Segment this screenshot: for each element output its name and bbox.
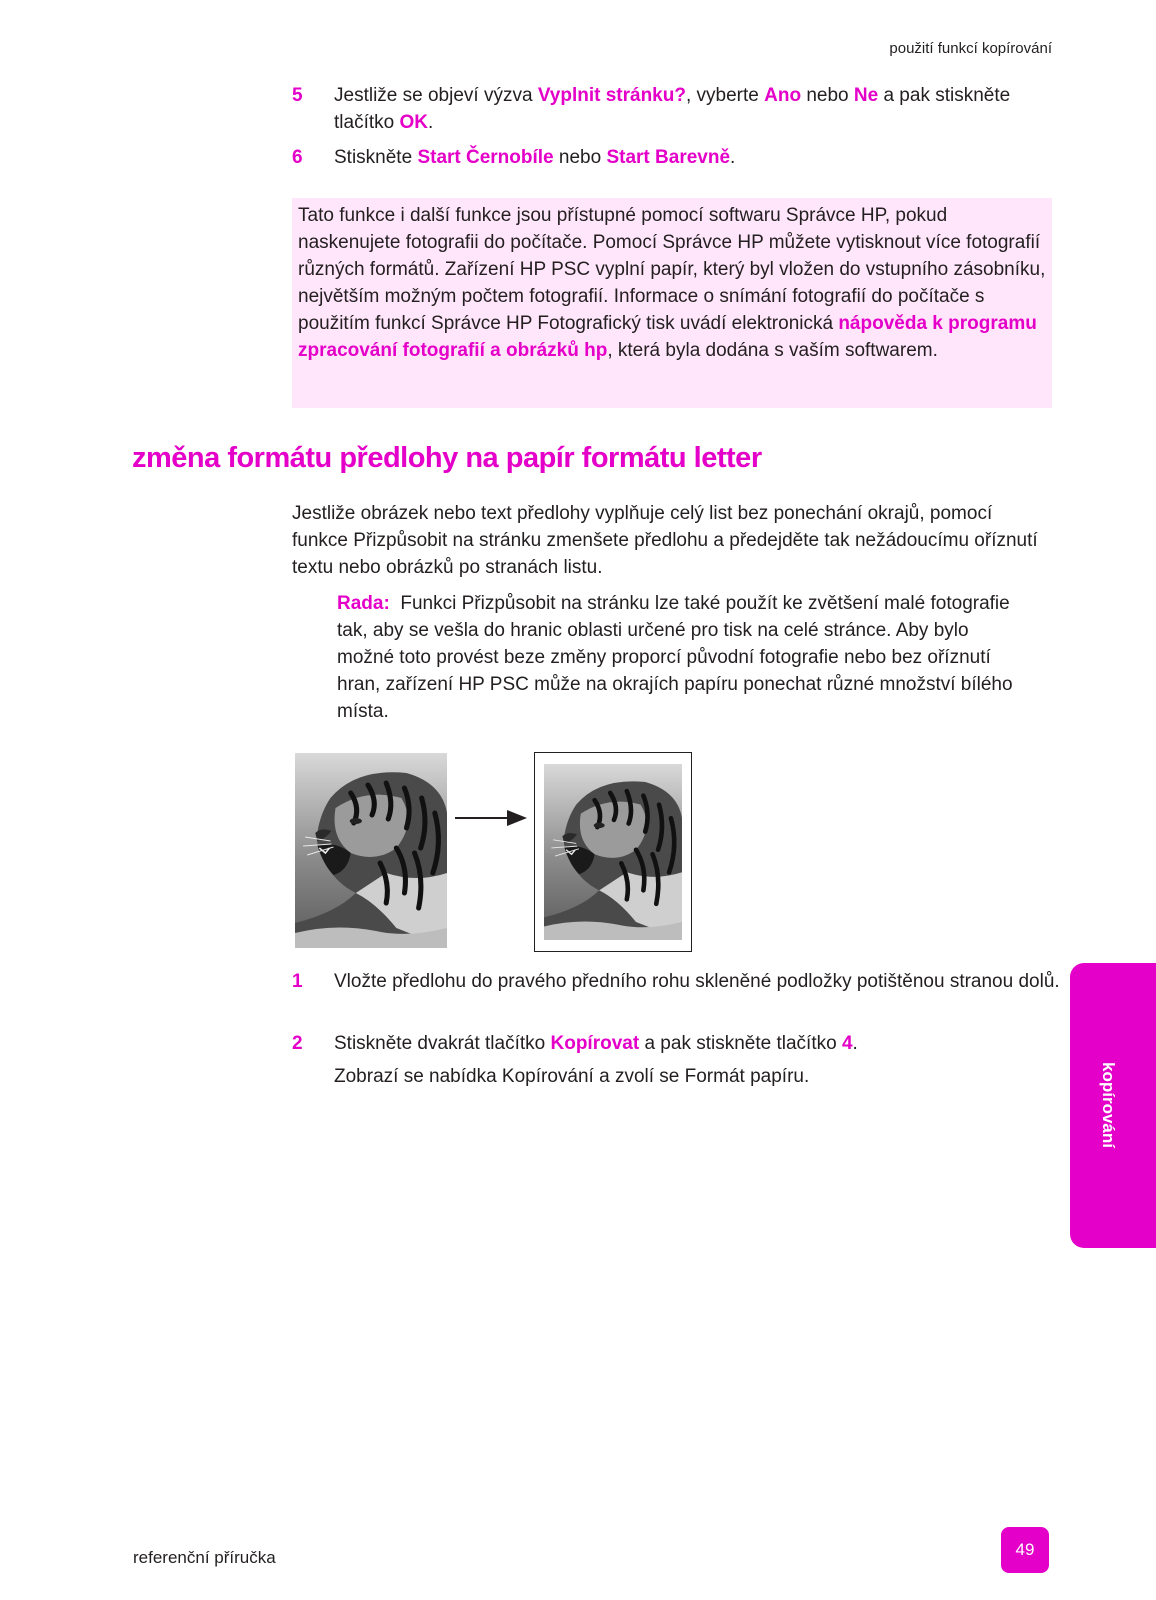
help-link[interactable]: nápověda k programu zpracování fotografií a obrázků hp — [298, 313, 1037, 361]
step-number: 5 — [292, 85, 303, 106]
intro-paragraph: Jestliže obrázek nebo text předlohy vyplňuje celý list bez ponechání okrajů, pomocí funkce Přizpůsobit na stránku zmenšete předlohu a předejděte tak nežádoucímu oříznutí textu nebo obrázků po stranách listu. — [292, 503, 1038, 578]
step-result: Zobrazí se nabídka Kopírování a zvolí se Formát papíru. — [334, 1066, 810, 1087]
button-4-name: 4 — [841, 1033, 853, 1054]
note-box: Tato funkce i další funkce jsou přístupné pomocí softwaru Správce HP, pokud naskenujete fotografii do počítače. Pomocí Správce HP můžete vytisknout více fotografií různých formátů. Zařízení HP PSC vyplní papír, který byl vložen do vstupního zásobníku, největším možným počtem fotografií. Informace o snímání fotografií do počítače s použitím funkcí Správce HP Fotografický tisk uvádí elektronická nápověda k programu zpracování fotografií a obrázků hp, která byla dodána s vaším softwarem. — [292, 198, 1052, 408]
tiger-photo-fitted — [544, 764, 682, 940]
option-yes: Ano — [764, 85, 802, 106]
step-number: 2 — [292, 1033, 303, 1054]
step-text: Stiskněte dvakrát tlačítko Kopírovat a pak stiskněte tlačítko 4. — [334, 1033, 858, 1054]
step-text: Stiskněte Start Černobíle nebo Start Barevně. — [334, 147, 736, 168]
tiger-photo-original — [295, 753, 447, 948]
arrow-right-icon — [455, 808, 527, 828]
button-start-color-name: Start Barevně — [606, 147, 731, 168]
page-number: 49 — [1001, 1527, 1049, 1573]
step-6 — [292, 144, 1052, 171]
running-header: použití funkcí kopírování — [889, 40, 1052, 57]
button-ok-name: OK — [399, 112, 428, 133]
step-number: 1 — [292, 971, 303, 992]
step-number: 6 — [292, 147, 303, 168]
step-1 — [292, 968, 1072, 995]
step-2 — [292, 1030, 1072, 1090]
tip-label: Rada: — [337, 593, 390, 614]
option-no: Ne — [853, 85, 879, 106]
step-text: Jestliže se objeví výzva Vyplnit stránku?, vyberte Ano nebo Ne a pak stiskněte tlačítko OK. — [334, 85, 1011, 133]
step-5 — [292, 82, 1052, 136]
section-heading: změna formátu předlohy na papír formátu letter — [132, 442, 762, 474]
footer-title: referenční příručka — [133, 1548, 276, 1567]
step-text: Vložte předlohu do pravého předního rohu skleněné podložky potištěnou stranou dolů. — [334, 971, 1060, 992]
tip-text: Funkci Přizpůsobit na stránku lze také použít ke zvětšení malé fotografie tak, aby se vešla do hranic oblasti určené pro tisk na celé stránce. Aby bylo možné toto provést beze změny proporcí původní fotografie nebo bez oříznutí hran, zařízení HP PSC může na okrajích papíru ponechat různé množství bílého místa. — [337, 593, 1013, 722]
prompt-name: Vyplnit stránku? — [537, 85, 686, 106]
chapter-tab-label: kopírování — [1099, 1062, 1118, 1148]
tip — [337, 590, 1017, 725]
button-copy-name: Kopírovat — [550, 1033, 640, 1054]
button-start-bw-name: Start Černobíle — [417, 147, 554, 168]
